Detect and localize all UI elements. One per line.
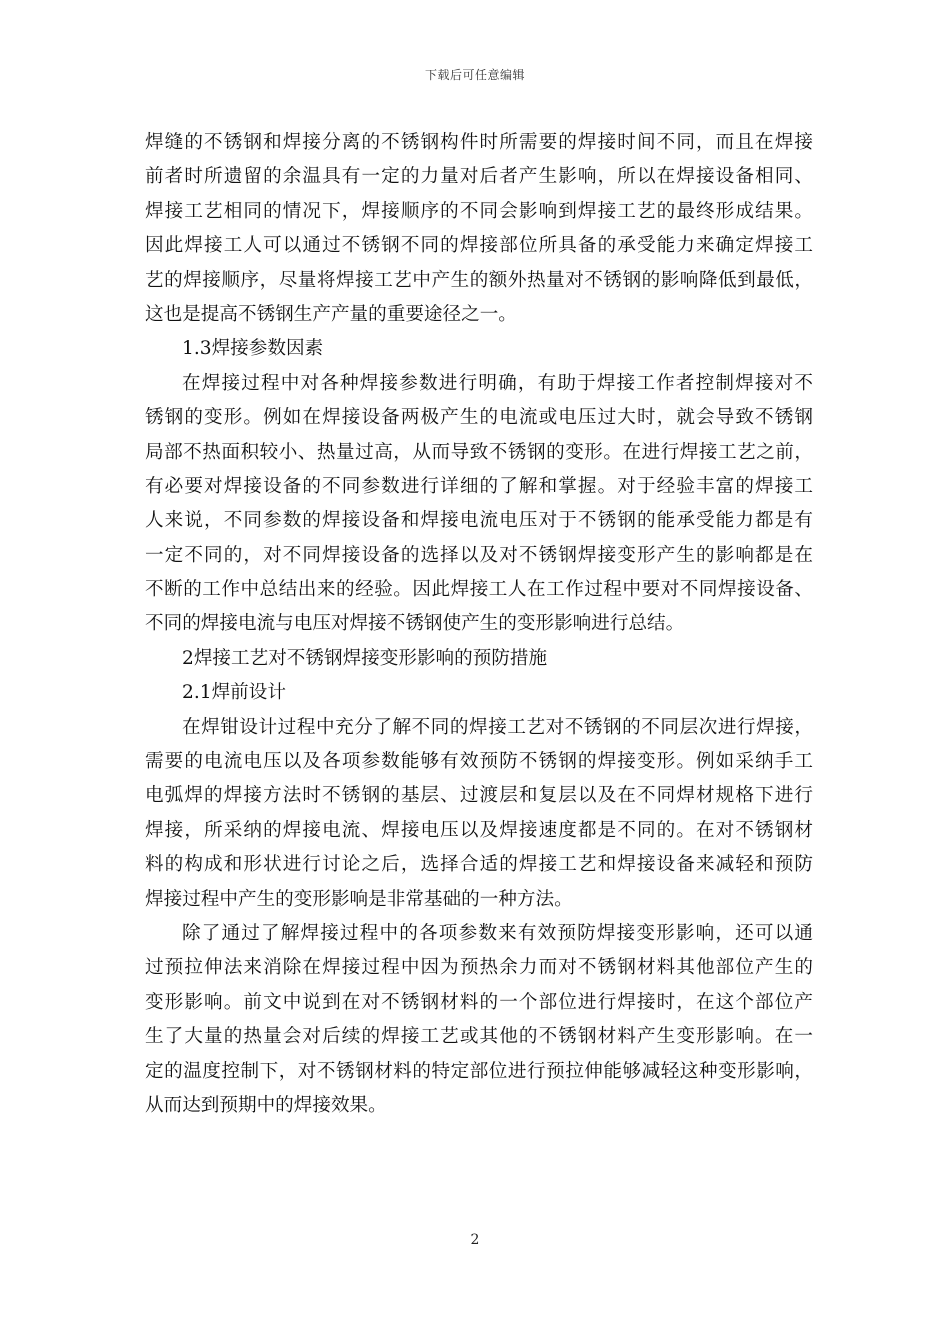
text-line: 生了大量的热量会对后续的焊接工艺或其他的不锈钢材料产生变形影响。在一 — [145, 1026, 813, 1048]
text-line: 不同的焊接电流与电压对焊接不锈钢使产生的变形影响进行总结。 — [145, 613, 685, 635]
text-line: 在焊钳设计过程中充分了解不同的焊接工艺对不锈钢的不同层次进行焊接， — [182, 716, 813, 738]
text-line: 料的构成和形状进行讨论之后，选择合适的焊接工艺和焊接设备来减轻和预防 — [145, 854, 813, 876]
text-line: 从而达到预期中的焊接效果。 — [145, 1094, 387, 1116]
text-line: 焊接过程中产生的变形影响是非常基础的一种方法。 — [145, 888, 573, 910]
text-line: 前者时所遗留的余温具有一定的力量对后者产生影响，所以在焊接设备相同、 — [145, 166, 813, 188]
section-heading: 2焊接工艺对不锈钢焊接变形影响的预防措施 — [182, 647, 548, 669]
text-line: 定的温度控制下，对不锈钢材料的特定部位进行预拉伸能够减轻这种变形影响， — [145, 1060, 813, 1082]
paragraph — [145, 711, 813, 917]
page-header: 下载后可任意编辑 — [424, 68, 525, 82]
text-line: 艺的焊接顺序，尽量将焊接工艺中产生的额外热量对不锈钢的影响降低到最低， — [145, 269, 813, 291]
text-line: 因此焊接工人可以通过不锈钢不同的焊接部位所具备的承受能力来确定焊接工 — [145, 235, 813, 257]
paragraph — [145, 126, 813, 332]
text-line: 焊接工艺相同的情况下，焊接顺序的不同会影响到焊接工艺的最终形成结果。 — [145, 200, 813, 222]
text-line: 有必要对焊接设备的不同参数进行详细的了解和掌握。对于经验丰富的焊接工 — [145, 475, 813, 497]
text-line: 局部不热面积较小、热量过高，从而导致不锈钢的变形。在进行焊接工艺之前， — [145, 441, 813, 463]
text-line: 在焊接过程中对各种焊接参数进行明确，有助于焊接工作者控制焊接对不 — [182, 372, 813, 394]
text-line: 不断的工作中总结出来的经验。因此焊接工人在工作过程中要对不同焊接设备、 — [145, 579, 813, 601]
text-line: 锈钢的变形。例如在焊接设备两极产生的电流或电压过大时，就会导致不锈钢 — [145, 407, 813, 429]
text-line: 除了通过了解焊接过程中的各项参数来有效预防焊接变形影响，还可以通 — [182, 922, 813, 944]
section-heading: 1.3焊接参数因素 — [182, 338, 324, 360]
text-line: 焊接，所采纳的焊接电流、焊接电压以及焊接速度都是不同的。在对不锈钢材 — [145, 819, 813, 841]
page-number: 2 — [470, 1232, 480, 1248]
subsection-heading: 2.1焊前设计 — [182, 682, 286, 704]
text-line: 焊缝的不锈钢和焊接分离的不锈钢构件时所需要的焊接时间不同，而且在焊接 — [145, 132, 813, 153]
paragraph — [145, 917, 813, 1123]
document-body — [145, 126, 813, 1123]
text-line: 过预拉伸法来消除在焊接过程中因为预热余力而对不锈钢材料其他部位产生的 — [145, 957, 813, 979]
text-line: 这也是提高不锈钢生产产量的重要途径之一。 — [145, 303, 517, 325]
text-line: 需要的电流电压以及各项参数能够有效预防不锈钢的焊接变形。例如采纳手工 — [145, 751, 813, 773]
text-line: 变形影响。前文中说到在对不锈钢材料的一个部位进行焊接时，在这个部位产 — [145, 991, 813, 1013]
text-line: 人来说，不同参数的焊接设备和焊接电流电压对于不锈钢的能承受能力都是有 — [145, 510, 813, 532]
paragraph — [145, 367, 813, 642]
text-line: 一定不同的，对不同焊接设备的选择以及对不锈钢焊接变形产生的影响都是在 — [145, 544, 813, 566]
text-line: 电弧焊的焊接方法时不锈钢的基层、过渡层和复层以及在不同焊材规格下进行 — [145, 785, 813, 807]
